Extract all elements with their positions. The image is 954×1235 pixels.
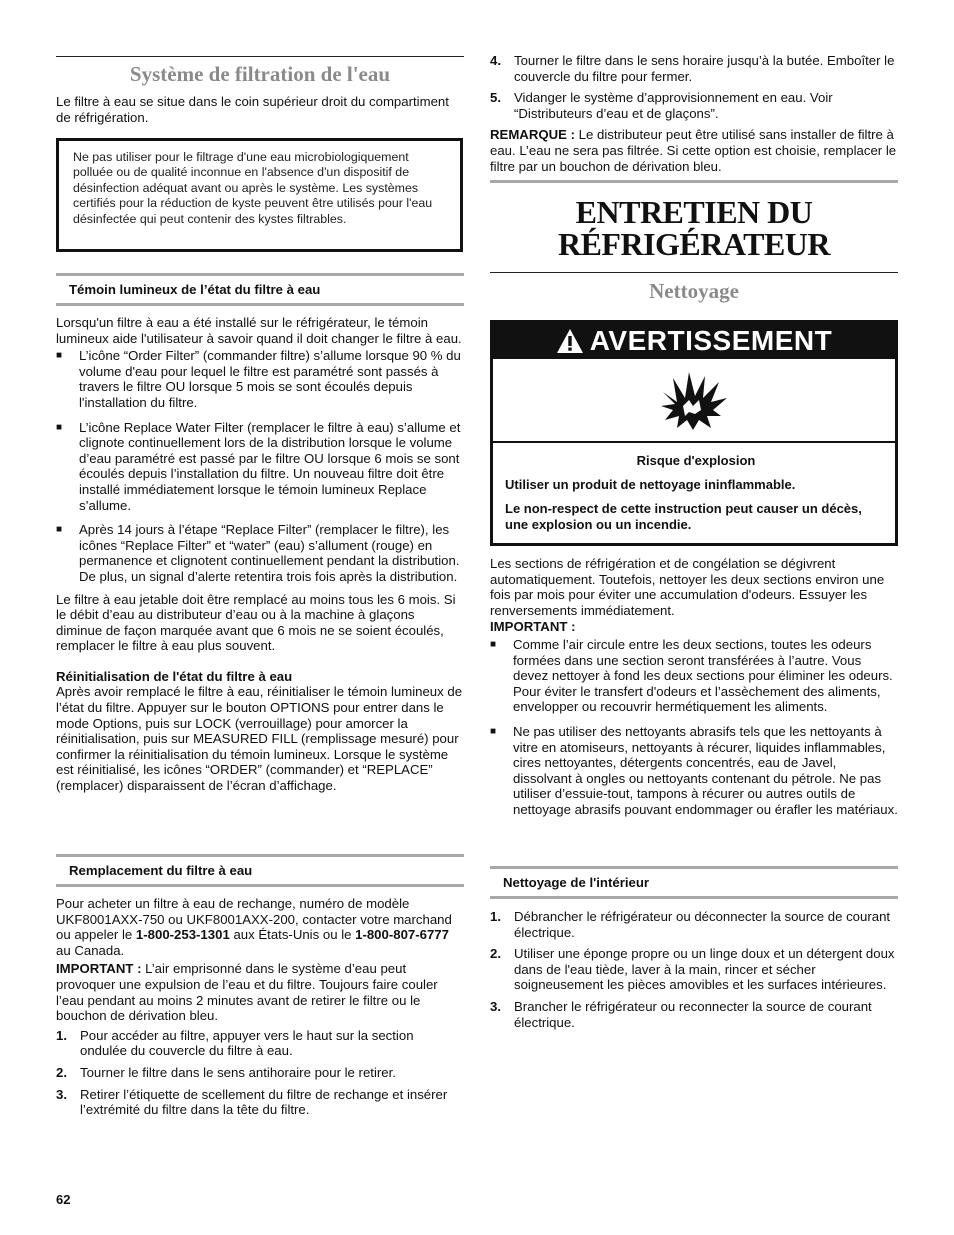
list-item: ■ Comme l’air circule entre les deux sections, toutes les odeurs formées dans une section seront transférées à l’autre. Vous devez nettoyer à fond les deux sections pour éliminer les odeurs. Pour éviter le transfert d'odeurs et l’assèchement des aliments, envelopper ou recouvrir hermétiquement les aliments. [490,637,898,715]
cleaning-content [490,556,898,827]
reset-title: Réinitialisation de l'état du filtre à eau [56,668,293,684]
interior-cleaning-steps [490,909,898,1030]
list-item: 1. Débrancher le réfrigérateur ou déconnecter la source de courant électrique. [490,909,891,940]
warning-triangle-icon [556,328,584,354]
list-item: 3. Retirer l’étiquette de scellement du filtre de rechange et insérer l’extrémité du filtre dans la tête du filtre. [56,1086,448,1118]
subsection-interior-cleaning: Nettoyage de l'intérieur [490,866,898,899]
replacement-important: IMPORTANT : L’air emprisonné dans le système d’eau peut provoquer une expulsion de l’eau et du filtre. Toujours faire couler l’eau pendant au moins 2 minutes avant de retirer le filtre ou le bouchon de dérivation bleu. [56,961,438,1024]
list-item: 3. Brancher le réfrigérateur ou reconnecter la source de courant électrique. [490,998,872,1030]
gray-rule [490,180,898,183]
remarque-text: REMARQUE : Le distributeur peut être utilisé sans installer de filtre à eau. L’eau ne sera pas filtrée. Si cette option est choisie, remplacer le filtre par un bouchon de dérivation bleu. [490,127,897,174]
filter-status-bullets [56,348,464,584]
replacement-steps-continued [490,53,898,174]
filter-replacement-content [56,896,464,1124]
section-title-filtration: Système de filtration de l'eau [129,62,391,86]
subsection-filter-status-light: Témoin lumineux de l’état du filtre à eau [56,273,464,306]
list-item: ■ Ne pas utiliser des nettoyants abrasifs tels que les nettoyants à vitre en atomiseurs, nettoyants à récurer, liquides inflammables, cires nettoyantes, détergents concentrés, eau de Javel, dissolvant à ongles ou nettoyants contenant du pétrole. Ne pas utiliser d’essuie-tout, tampons à récurer ou autres outils de nettoyage abrasifs pouvant endommager ou érafler les matériaux. [490,724,898,818]
warning-body [493,443,895,553]
risk-line-1: Utiliser un produit de nettoyage ininflammable. [505,477,796,492]
filter-replace-frequency: Le filtre à eau jetable doit être remplacé au moins tous les 6 mois. Si le débit d’eau au distributeur d’eau ou à la machine à glaçons diminue de façon marquée avant que 6 mois ne se soient écoulés, remplacer le filtre à eau plus souvent. [56,591,456,654]
warning-label: AVERTISSEMENT [589,325,833,357]
list-item: 5. Vidanger le système d’approvisionnement en eau. Voir “Distributeurs d’eau et de glaçons”. [490,90,833,121]
phone-canada: 1-800-807-6777 [355,927,449,943]
section-title-nettoyage: Nettoyage [649,279,739,303]
water-warning-box [56,138,463,252]
filtration-intro: Le filtre à eau se situe dans le coin supérieur droit du compartiment de réfrigération. [56,94,449,125]
warning-panel [490,320,898,546]
chapter-title: ENTRETIEN DU RÉFRIGÉRATEUR [557,194,831,262]
explosion-icon [659,370,729,430]
list-item: 1. Pour accéder au filtre, appuyer vers le haut sur la section ondulée du couvercle du filtre à eau. [56,1027,414,1059]
replacement-steps-4-5 [490,53,898,121]
list-item: ■ L’icône “Order Filter” (commander filtre) s’allume lorsque 90 % du volume d'eau pour lequel le filtre est paramétré sont passés à travers le filtre OU lorsque 5 mois se sont écoulés depuis l'installation du filtre. [56,348,464,410]
cleaning-important: IMPORTANT : [490,619,576,635]
warning-header [493,323,895,359]
risk-title: Risque d'explosion [636,453,756,468]
filter-status-content [56,315,464,794]
phone-us: 1-800-253-1301 [135,927,230,943]
reset-text: Après avoir remplacé le filtre à eau, réinitialiser le témoin lumineux de l’état du filtre. Appuyer sur le bouton OPTIONS pour entrer dans le mode Options, puis sur LOCK (verrouillage) pour amorcer la réinitialisation, puis sur MEASURED FILL (remplissage mesuré) pour confirmer la réinitialisation du témoin lumineux. Lorsque le système est réinitialisé, les icônes “ORDER” (commander) et “REPLACE” (remplacer) disparaissent de l’écran d’affichage. [56,684,463,794]
list-item: 2. Utiliser une éponge propre ou un linge doux et un détergent doux dans de l'eau tiède, laver à la main, rincer et sécher soigneusement les pièces amovibles et les surfaces intérieures. [490,946,895,993]
list-item: 4. Tourner le filtre dans le sens horaire jusqu’à la butée. Emboîter le couvercle du filtre pour fermer. [490,53,895,84]
cleaning-intro: Les sections de réfrigération et de congélation se dégivrent automatiquement. Toutefois, nettoyer les deux sections environ une fois par mois pour éviter une accumulation d'odeurs. Essuyer les renversements immédiatement. [490,556,885,618]
list-item: 2. Tourner le filtre dans le sens antihoraire pour le retirer. [56,1064,396,1080]
subsection-filter-replacement: Remplacement du filtre à eau [56,854,464,887]
page-number: 62 [56,1192,71,1207]
risk-line-2: Le non-respect de cette instruction peut causer un décès, une explosion ou un incendie. [505,501,862,532]
explosion-icon-area [493,359,895,443]
filter-status-intro: Lorsqu'un filtre à eau a été installé sur le réfrigérateur, le témoin lumineux aide l'utilisateur à savoir quand il doit changer le filtre à eau. [56,315,462,346]
interior-cleaning-content [490,909,898,1036]
list-item: ■ L’icône Replace Water Filter (remplacer le filtre à eau) s’allume et clignote continuellement lors de la distribution lorsque le volume d’eau paramétré est passé par le filtre OU lorsque 6 mois se sont écoulés depuis l’installation du filtre. Un nouveau filtre doit être installé immédiatement lorsque le témoin lumineux Replace s’allume. [56,420,464,514]
replacement-purchase-text: Pour acheter un filtre à eau de rechange, numéro de modèle UKF8001AXX-750 ou UKF8001AXX-200, contacter votre marchand ou appeler le 1-800-253-1301 aux États-Unis ou le 1-800-807-6777 au Canada. [56,896,452,958]
replacement-steps [56,1028,464,1118]
list-item: ■ Après 14 jours à l’étape “Replace Filter” (remplacer le filtre), les icônes “Replace Filter” et “water” (eau) s’allument (rouge) en permanence et clignotent continuellement pendant la distribution. De plus, un signal d’alerte retentira trois fois après la distribution. [56,522,464,584]
top-rule [56,56,464,57]
section-rule [490,272,898,273]
water-warning-text: Ne pas utiliser pour le filtrage d'une eau microbiologiquement polluée ou de qualité inconnue en l'absence d'un dispositif de désinfection adéquat avant ou après le système. Les systèmes certifiés pour la réduction de kyste peuvent être utilisés pour l'eau désinfectée qui peut contenir des kystes filtrables. [73,150,433,226]
cleaning-bullets [490,637,898,818]
